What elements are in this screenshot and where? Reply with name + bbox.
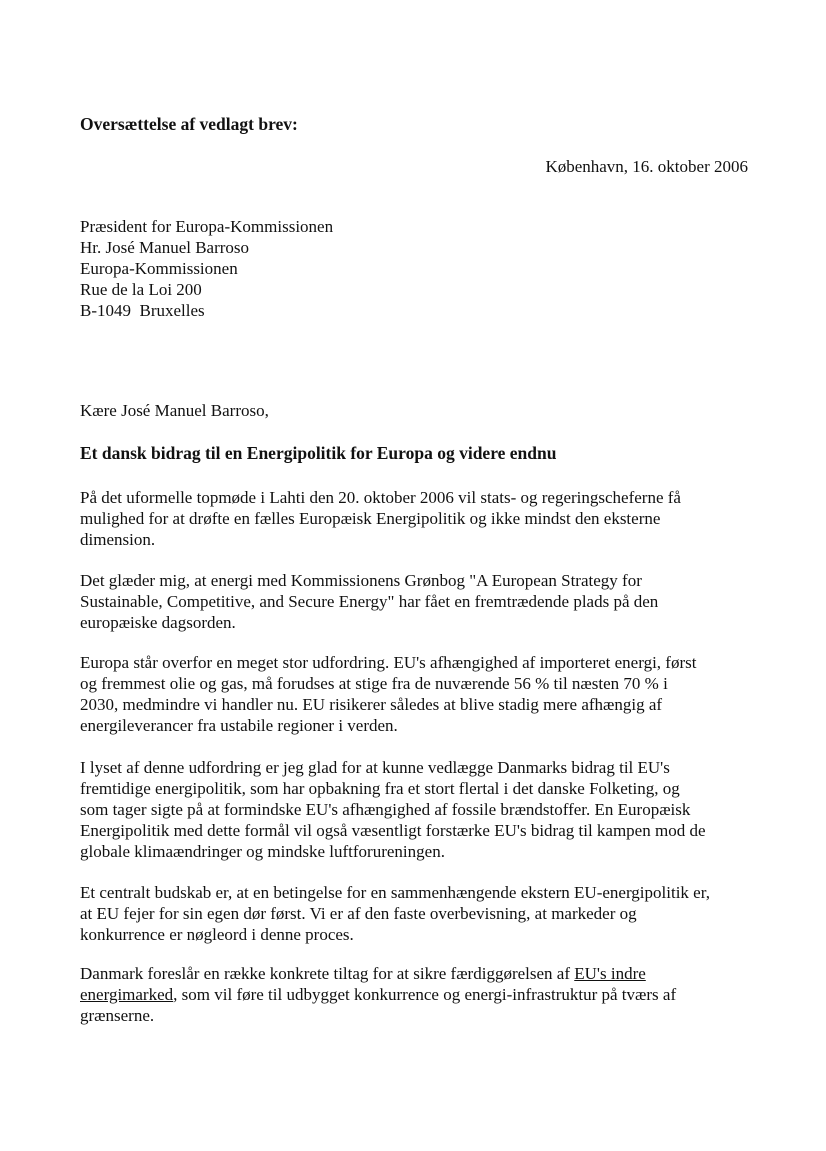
paragraph-line: Det glæder mig, at energi med Kommissionens Grønbog "A European Strategy for (80, 571, 642, 590)
address-line: Europa-Kommissionen (80, 259, 238, 278)
paragraph-line: fremtidige energipolitik, som har opbakning fra et stort flertal i det danske Folketing, og (80, 779, 680, 798)
paragraph-line: Sustainable, Competitive, and Secure Energy" har fået en fremtrædende plads på den (80, 592, 659, 611)
paragraph-text: , som vil føre til udbygget konkurrence og energi-infrastruktur på tværs af (173, 985, 677, 1004)
paragraph-line: konkurrence er nøgleord i denne proces. (80, 925, 354, 944)
paragraph-line: og fremmest olie og gas, må forudses at stige fra de nuværende 56 % til næsten 70 % i (80, 674, 668, 693)
paragraph-line: europæiske dagsorden. (80, 613, 236, 632)
body-paragraph-3 (80, 652, 748, 736)
paragraph-line: globale klimaændringer og mindske luftforureningen. (80, 842, 445, 861)
paragraph-line: Et centralt budskab er, at en betingelse for en sammenhængende ekstern EU-energipolitik er, (80, 883, 710, 902)
dateline: København, 16. oktober 2006 (545, 157, 748, 176)
subject-line: Et dansk bidrag til en Energipolitik for Europa og videre endnu (80, 443, 557, 463)
body-paragraph-5 (80, 882, 748, 945)
paragraph-line (80, 984, 748, 1005)
address-line: B-1049 Bruxelles (80, 301, 205, 320)
paragraph-text: Danmark foreslår en række konkrete tiltag for at sikre færdiggørelsen af (80, 964, 575, 983)
internal-energy-market-link-part-2: energimarked (80, 985, 174, 1004)
address-line: Præsident for Europa-Kommissionen (80, 217, 334, 236)
body-paragraph-4 (80, 757, 748, 862)
address-line: Rue de la Loi 200 (80, 280, 202, 299)
paragraph-line: grænserne. (80, 1006, 155, 1025)
recipient-address (80, 216, 333, 321)
address-line: Hr. José Manuel Barroso (80, 238, 250, 257)
paragraph-line: som tager sigte på at formindske EU's afhængighed af fossile brændstoffer. En Europæisk (80, 800, 691, 819)
paragraph-line: 2030, medmindre vi handler nu. EU risikerer således at blive stadig mere afhængig af (80, 695, 663, 714)
paragraph-line: dimension. (80, 530, 156, 549)
paragraph-line: at EU fejer for sin egen dør først. Vi er af den faste overbevisning, at markeder og (80, 904, 637, 923)
paragraph-line: Energipolitik med dette formål vil også væsentligt forstærke EU's bidrag til kampen mod de (80, 821, 706, 840)
paragraph-line: energileverancer fra ustabile regioner i verden. (80, 716, 398, 735)
body-paragraph-6 (80, 963, 748, 1026)
paragraph-line: I lyset af denne udfordring er jeg glad for at kunne vedlægge Danmarks bidrag til EU's (80, 758, 670, 777)
paragraph-line: Europa står overfor en meget stor udfordring. EU's afhængighed af importeret energi, først (80, 653, 697, 672)
paragraph-line: mulighed for at drøfte en fælles Europæisk Energipolitik og ikke mindst den eksterne (80, 509, 661, 528)
salutation: Kære José Manuel Barroso, (80, 401, 269, 420)
paragraph-line: På det uformelle topmøde i Lahti den 20. oktober 2006 vil stats- og regeringscheferne få (80, 488, 681, 507)
body-paragraph-1 (80, 487, 748, 550)
paragraph-line (80, 963, 748, 984)
translation-heading: Oversættelse af vedlagt brev: (80, 114, 298, 134)
body-paragraph-2 (80, 570, 748, 633)
internal-energy-market-link-part-1: EU's indre (574, 964, 646, 983)
